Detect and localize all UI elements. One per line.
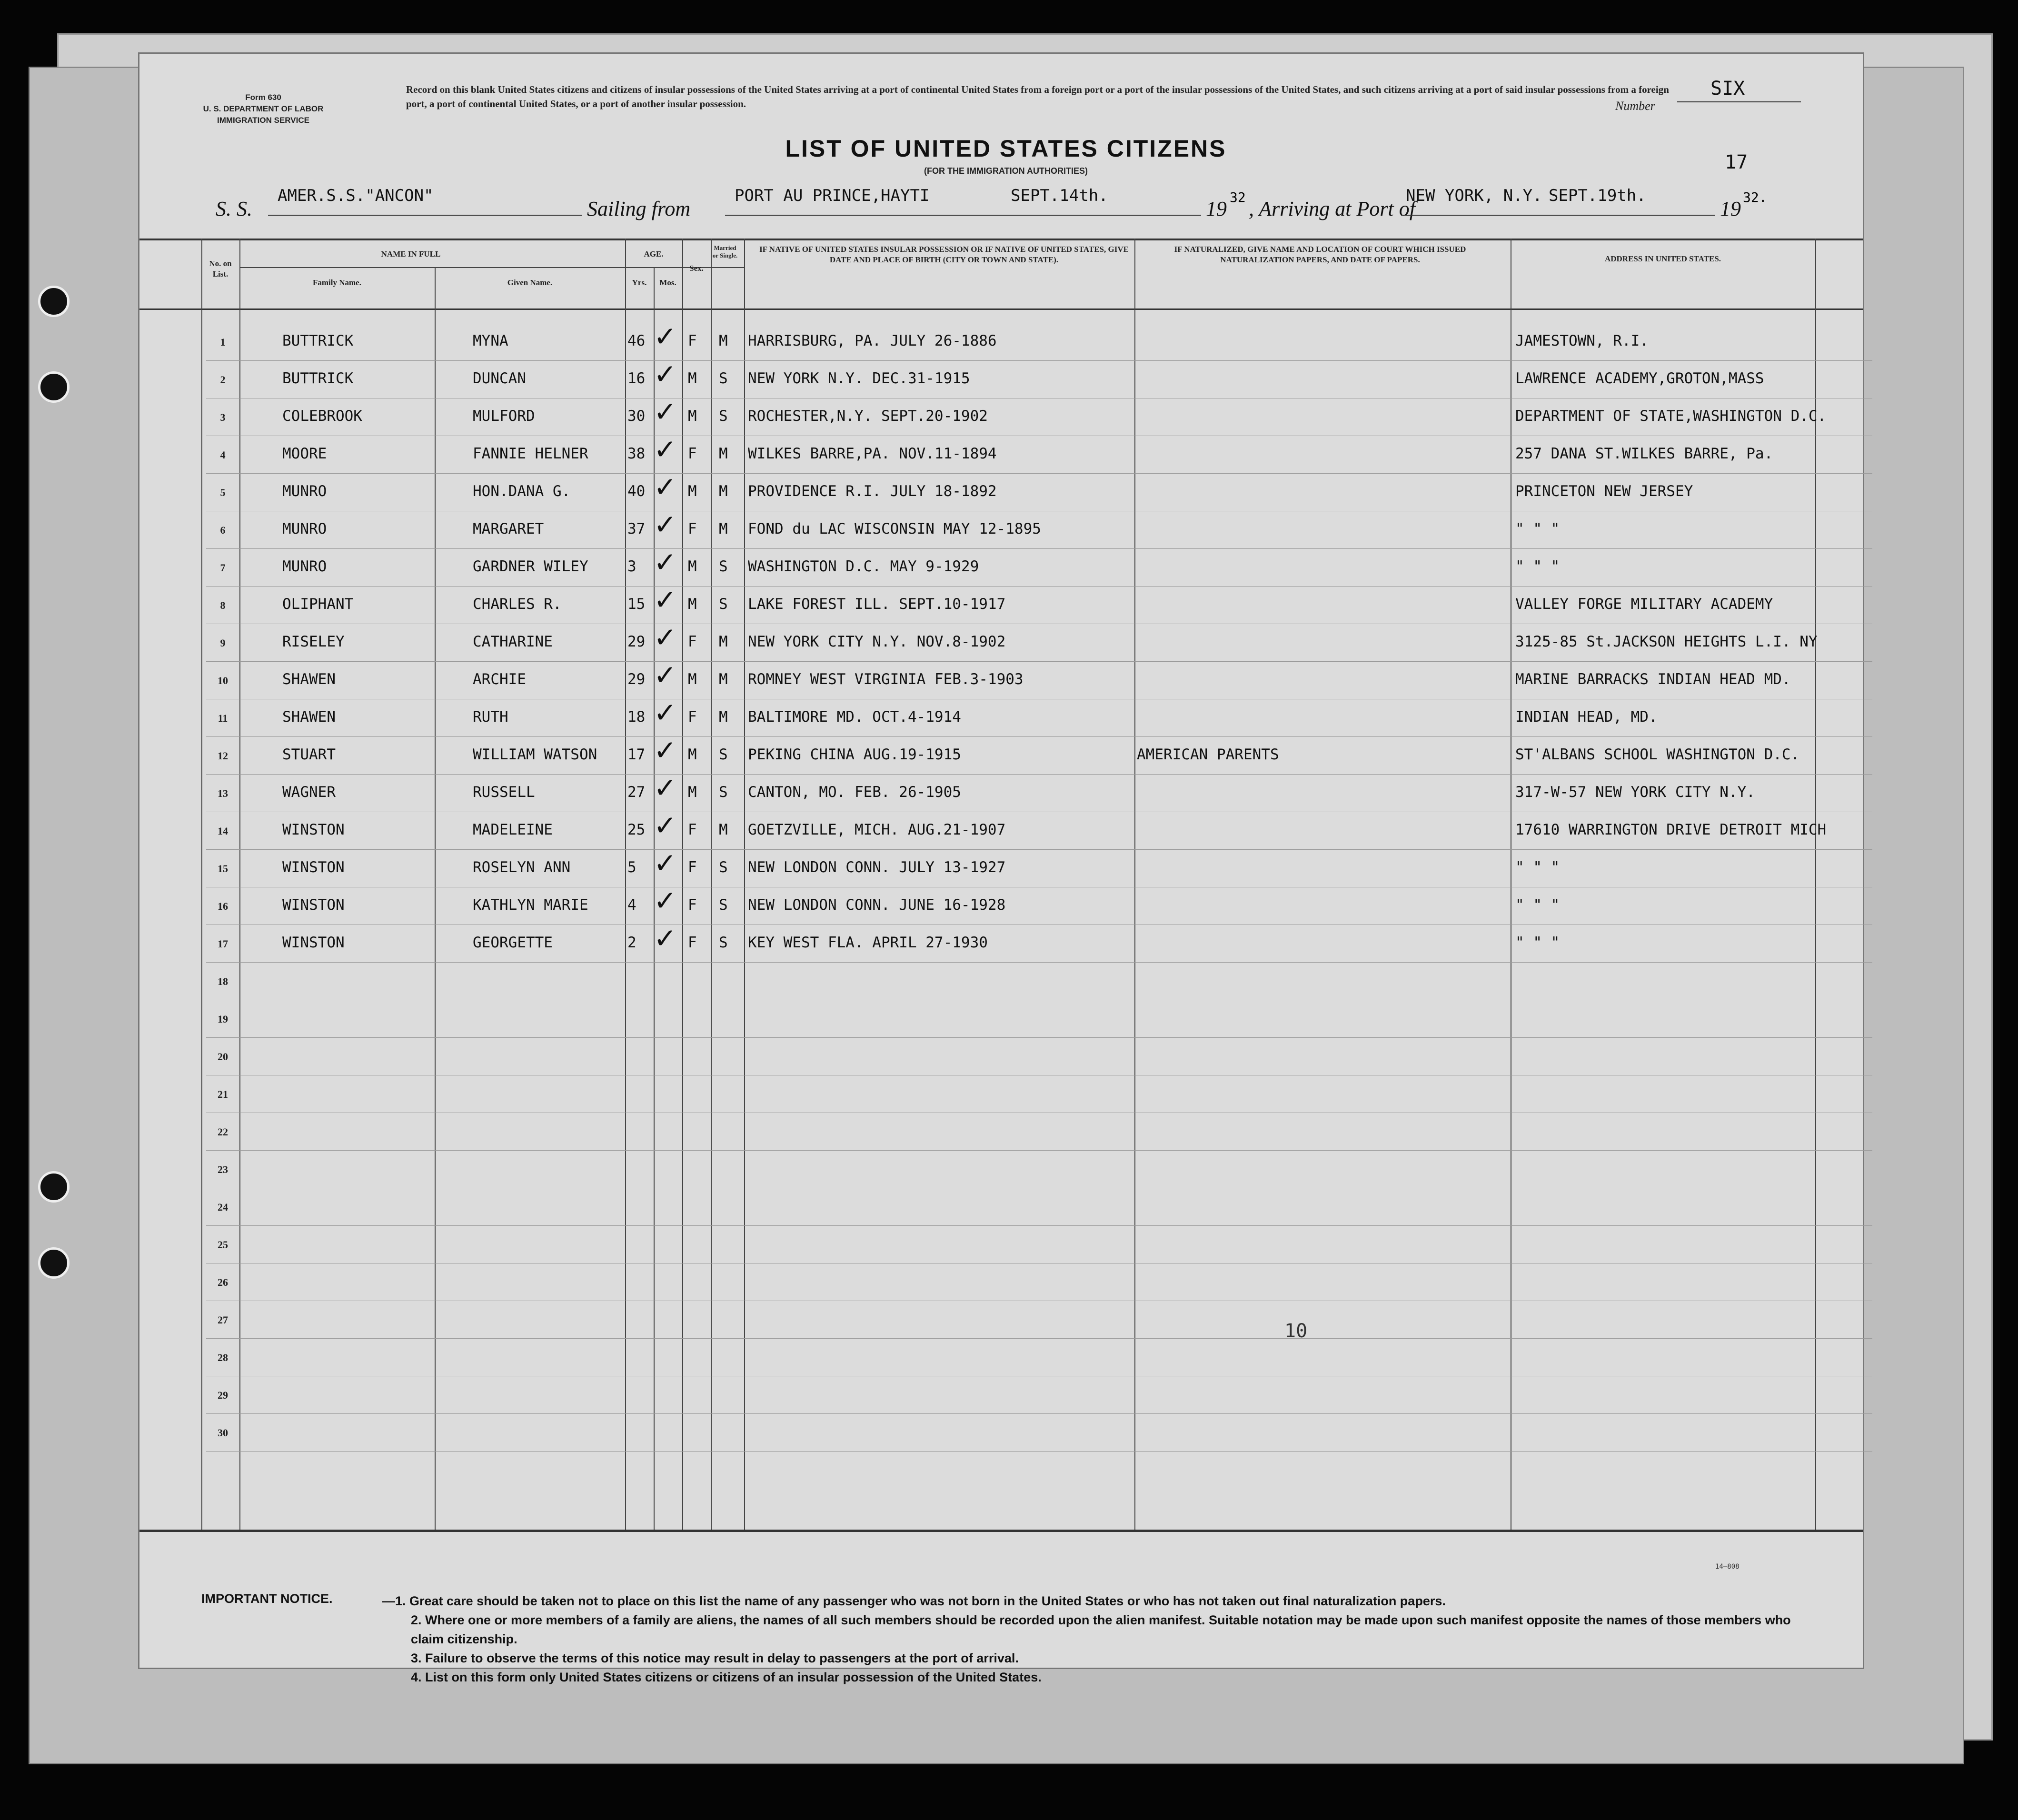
sex-cell: M xyxy=(688,746,697,763)
marital-cell: S xyxy=(719,558,728,575)
checkmark-icon: ✓ xyxy=(654,584,677,616)
sex-cell: F xyxy=(688,520,697,537)
age-cell: 15 xyxy=(627,596,646,613)
checkmark-icon: ✓ xyxy=(654,772,677,804)
given-name-cell: ROSELYN ANN xyxy=(473,859,571,876)
checkmark-icon: ✓ xyxy=(654,621,677,654)
notice-item: —1. Great care should be taken not to place on this list the name of any passenger who was not born in the United States or who has not taken out final naturalization papers. xyxy=(382,1594,1446,1608)
birthplace-cell: WASHINGTON D.C. MAY 9-1929 xyxy=(748,558,979,575)
notice-item: 2. Where one or more members of a family are aliens, the names of all such members should be recorded upon the alien manifest. Suitable notation may be made upon such manifest opposite the names of those members who claim citizenship. xyxy=(411,1613,1791,1646)
col-header-naturalized: IF NATURALIZED, GIVE NAME AND LOCATION OF COURT WHICH ISSUED NATURALIZATION PAPERS, AND DATE OF PAPERS. xyxy=(1174,245,1466,264)
col-header-address: ADDRESS IN UNITED STATES. xyxy=(1604,254,1721,263)
row-rule xyxy=(206,1150,1872,1151)
family-name-cell: WINSTON xyxy=(282,896,345,914)
col-header-yrs: Yrs. xyxy=(632,278,647,287)
year-prefix: 19 xyxy=(1206,197,1227,220)
checkmark-icon: ✓ xyxy=(654,659,677,691)
arrival-line xyxy=(1401,215,1715,216)
address-cell: 17610 WARRINGTON DRIVE DETROIT MICH xyxy=(1515,821,1827,838)
given-name-cell: MADELEINE xyxy=(473,821,553,838)
age-cell: 27 xyxy=(627,784,646,801)
col-divider xyxy=(711,239,712,1530)
col-header-mos: Mos. xyxy=(659,278,676,287)
sex-cell: F xyxy=(688,934,697,951)
given-name-cell: RUSSELL xyxy=(473,784,535,801)
family-name-cell: MUNRO xyxy=(282,558,327,575)
row-number: 21 xyxy=(218,1088,228,1100)
page-title: LIST OF UNITED STATES CITIZENS xyxy=(785,135,1227,162)
given-name-cell: MULFORD xyxy=(473,408,535,425)
sex-cell: M xyxy=(688,370,697,387)
checkmark-icon: ✓ xyxy=(654,922,677,955)
row-rule xyxy=(206,962,1872,963)
row-number: 26 xyxy=(218,1276,228,1288)
marital-cell: M xyxy=(719,633,728,650)
row-number: 7 xyxy=(220,562,226,574)
given-name-cell: ARCHIE xyxy=(473,671,526,688)
col-divider xyxy=(625,239,626,1530)
family-name-cell: COLEBROOK xyxy=(282,408,362,425)
age-cell: 16 xyxy=(627,370,646,387)
sex-cell: F xyxy=(688,332,697,349)
sex-cell: M xyxy=(688,558,697,575)
table-bottom-border xyxy=(139,1530,1863,1532)
family-name-cell: OLIPHANT xyxy=(282,596,354,613)
row-rule xyxy=(206,360,1872,361)
row-number: 19 xyxy=(218,1013,228,1025)
marital-cell: S xyxy=(719,859,728,876)
row-number: 4 xyxy=(220,449,226,461)
address-cell: " " " xyxy=(1515,558,1560,575)
checkmark-icon: ✓ xyxy=(654,358,677,390)
table-top-border xyxy=(139,239,1863,240)
sailing-date: SEPT.14th. xyxy=(1011,186,1108,205)
row-number: 22 xyxy=(218,1126,228,1138)
row-number: 17 xyxy=(218,938,228,950)
sex-cell: M xyxy=(688,671,697,688)
col-divider xyxy=(435,267,436,1530)
department-name: U. S. DEPARTMENT OF LABOR xyxy=(203,104,324,113)
row-number: 11 xyxy=(218,712,228,724)
address-cell: INDIAN HEAD, MD. xyxy=(1515,708,1658,726)
row-rule xyxy=(206,586,1872,587)
age-cell: 2 xyxy=(627,934,636,951)
punch-hole xyxy=(38,1171,70,1203)
birthplace-cell: NEW YORK CITY N.Y. NOV.8-1902 xyxy=(748,633,1006,650)
address-cell: PRINCETON NEW JERSEY xyxy=(1515,483,1693,500)
sex-cell: F xyxy=(688,821,697,838)
col-header-family: Family Name. xyxy=(313,278,361,287)
given-name-cell: MYNA xyxy=(473,332,508,349)
given-name-cell: MARGARET xyxy=(473,520,544,537)
marital-cell: S xyxy=(719,896,728,914)
row-number: 16 xyxy=(218,900,228,912)
family-name-cell: RISELEY xyxy=(282,633,345,650)
number-value: SIX xyxy=(1710,78,1745,99)
birthplace-cell: WILKES BARRE,PA. NOV.11-1894 xyxy=(748,445,997,462)
row-number: 27 xyxy=(218,1314,228,1326)
row-number: 29 xyxy=(218,1389,228,1401)
notice-title: IMPORTANT NOTICE. xyxy=(201,1591,333,1606)
given-name-cell: KATHLYN MARIE xyxy=(473,896,588,914)
row-number: 30 xyxy=(218,1427,228,1439)
sailing-label: Sailing from xyxy=(587,197,691,220)
sex-cell: F xyxy=(688,708,697,726)
family-name-cell: WINSTON xyxy=(282,859,345,876)
year-prefix-2: 19 xyxy=(1720,197,1741,220)
checkmark-icon: ✓ xyxy=(654,696,677,729)
sex-cell: F xyxy=(688,445,697,462)
age-cell: 18 xyxy=(627,708,646,726)
marital-cell: M xyxy=(719,708,728,726)
row-rule xyxy=(206,548,1872,549)
name-subheader-line xyxy=(239,267,744,268)
marital-cell: M xyxy=(719,483,728,500)
row-rule xyxy=(206,1338,1872,1339)
col-header-sex: Sex. xyxy=(689,264,704,273)
age-cell: 40 xyxy=(627,483,646,500)
given-name-cell: WILLIAM WATSON xyxy=(473,746,597,763)
col-header-married: Married or Single. xyxy=(712,244,738,259)
age-cell: 5 xyxy=(627,859,636,876)
notice-item: 4. List on this form only United States citizens or citizens of an insular possession of the United States. xyxy=(411,1670,1042,1684)
address-cell: LAWRENCE ACADEMY,GROTON,MASS xyxy=(1515,370,1764,387)
checkmark-icon: ✓ xyxy=(654,885,677,917)
sailing-year: 32 xyxy=(1230,189,1246,205)
col-header-no: No. on List. xyxy=(209,259,232,278)
checkmark-icon: ✓ xyxy=(654,508,677,541)
notice-item: 3. Failure to observe the terms of this notice may result in delay to passengers at the port of arrival. xyxy=(411,1651,1019,1665)
marital-cell: M xyxy=(719,332,728,349)
row-rule xyxy=(206,849,1872,850)
row-number: 18 xyxy=(218,975,228,987)
given-name-cell: GARDNER WILEY xyxy=(473,558,588,575)
arrival-year: 32. xyxy=(1743,189,1767,205)
col-header-given: Given Name. xyxy=(507,278,553,287)
row-number: 23 xyxy=(218,1164,228,1175)
age-cell: 17 xyxy=(627,746,646,763)
checkmark-icon: ✓ xyxy=(654,847,677,879)
row-number: 15 xyxy=(218,863,228,875)
marital-cell: S xyxy=(719,934,728,951)
col-header-birth: IF NATIVE OF UNITED STATES INSULAR POSSESSION OR IF NATIVE OF UNITED STATES, GIVE DATE AND PLACE OF BIRTH (CITY OR TOWN AND STATE). xyxy=(759,245,1129,264)
page-subtitle: (FOR THE IMMIGRATION AUTHORITIES) xyxy=(924,166,1088,176)
given-name-cell: GEORGETTE xyxy=(473,934,553,951)
sex-cell: M xyxy=(688,784,697,801)
checkmark-icon: ✓ xyxy=(654,396,677,428)
ship-name: AMER.S.S."ANCON" xyxy=(278,186,434,205)
family-name-cell: WINSTON xyxy=(282,821,345,838)
marital-cell: S xyxy=(719,596,728,613)
address-cell: 3125-85 St.JACKSON HEIGHTS L.I. NY xyxy=(1515,633,1818,650)
col-header-age: AGE. xyxy=(644,249,664,259)
given-name-cell: CATHARINE xyxy=(473,633,553,650)
number-label: Number xyxy=(1615,99,1655,113)
notice-list xyxy=(382,1591,1810,1687)
ss-label: S. S. xyxy=(216,197,252,220)
arrival-date: SEPT.19th. xyxy=(1549,186,1646,205)
sex-cell: M xyxy=(688,596,697,613)
naturalization-cell: AMERICAN PARENTS xyxy=(1137,746,1279,763)
birthplace-cell: LAKE FOREST ILL. SEPT.10-1917 xyxy=(748,596,1006,613)
address-cell: " " " xyxy=(1515,896,1560,914)
form-code: 14—808 xyxy=(1715,1563,1740,1571)
row-number: 3 xyxy=(220,411,226,423)
row-number: 12 xyxy=(218,750,228,762)
sex-cell: F xyxy=(688,859,697,876)
birthplace-cell: FOND du LAC WISCONSIN MAY 12-1895 xyxy=(748,520,1041,537)
family-name-cell: STUART xyxy=(282,746,336,763)
birthplace-cell: GOETZVILLE, MICH. AUG.21-1907 xyxy=(748,821,1006,838)
age-cell: 37 xyxy=(627,520,646,537)
sailing-port: PORT AU PRINCE,HAYTI xyxy=(735,186,930,205)
marital-cell: S xyxy=(719,370,728,387)
family-name-cell: BUTTRICK xyxy=(282,332,354,349)
row-number: 6 xyxy=(220,524,226,536)
family-name-cell: BUTTRICK xyxy=(282,370,354,387)
number-line xyxy=(1677,101,1801,102)
family-name-cell: WAGNER xyxy=(282,784,336,801)
punch-hole xyxy=(38,286,70,317)
marital-cell: S xyxy=(719,408,728,425)
address-cell: VALLEY FORGE MILITARY ACADEMY xyxy=(1515,596,1773,613)
row-rule xyxy=(206,473,1872,474)
age-cell: 38 xyxy=(627,445,646,462)
family-name-cell: WINSTON xyxy=(282,934,345,951)
sheet-number: 17 xyxy=(1725,151,1748,173)
row-number: 25 xyxy=(218,1239,228,1251)
row-number: 9 xyxy=(220,637,226,649)
address-cell: MARINE BARRACKS INDIAN HEAD MD. xyxy=(1515,671,1791,688)
address-cell: " " " xyxy=(1515,934,1560,951)
address-cell: ST'ALBANS SCHOOL WASHINGTON D.C. xyxy=(1515,746,1800,763)
checkmark-icon: ✓ xyxy=(654,809,677,842)
family-name-cell: MOORE xyxy=(282,445,327,462)
family-name-cell: SHAWEN xyxy=(282,671,336,688)
row-rule xyxy=(206,1451,1872,1452)
col-header-name: NAME IN FULL xyxy=(381,249,441,259)
col-divider xyxy=(1815,239,1816,1530)
record-instructions: Record on this blank United States citizens and citizens of insular possessions of the United States arriving at a port of continental United States from a foreign port or a port of the insular possessions of the United States, and such citizens arriving at a port of said insular possessions from a foreign port, a port of continental United States, or a port of another insular possession. xyxy=(406,84,1669,109)
sex-cell: M xyxy=(688,408,697,425)
row-number: 24 xyxy=(218,1201,228,1213)
header-bottom-line xyxy=(139,308,1863,310)
sex-cell: F xyxy=(688,633,697,650)
birthplace-cell: PROVIDENCE R.I. JULY 18-1892 xyxy=(748,483,997,500)
marital-cell: M xyxy=(719,821,728,838)
row-rule xyxy=(206,661,1872,662)
age-cell: 30 xyxy=(627,408,646,425)
family-name-cell: SHAWEN xyxy=(282,708,336,726)
checkmark-icon: ✓ xyxy=(654,546,677,578)
pencil-number: 10 xyxy=(1284,1320,1308,1342)
row-number: 8 xyxy=(220,599,226,611)
given-name-cell: HON.DANA G. xyxy=(473,483,571,500)
checkmark-icon: ✓ xyxy=(654,433,677,466)
col-divider xyxy=(744,239,745,1530)
punch-hole xyxy=(38,371,70,403)
address-cell: " " " xyxy=(1515,859,1560,876)
marital-cell: S xyxy=(719,784,728,801)
row-number: 2 xyxy=(220,374,226,386)
service-name: IMMIGRATION SERVICE xyxy=(217,116,309,125)
age-cell: 29 xyxy=(627,671,646,688)
birthplace-cell: NEW LONDON CONN. JULY 13-1927 xyxy=(748,859,1006,876)
birthplace-cell: ROCHESTER,N.Y. SEPT.20-1902 xyxy=(748,408,988,425)
address-cell: 257 DANA ST.WILKES BARRE, Pa. xyxy=(1515,445,1773,462)
arriving-label: , Arriving at Port of xyxy=(1249,197,1415,220)
age-cell: 25 xyxy=(627,821,646,838)
col-divider xyxy=(201,239,202,1530)
checkmark-icon: ✓ xyxy=(654,471,677,503)
row-number: 10 xyxy=(218,675,228,686)
birthplace-cell: CANTON, MO. FEB. 26-1905 xyxy=(748,784,961,801)
marital-cell: S xyxy=(719,746,728,763)
row-number: 5 xyxy=(220,487,226,498)
given-name-cell: RUTH xyxy=(473,708,508,726)
form-number: Form 630 xyxy=(245,93,281,102)
family-name-cell: MUNRO xyxy=(282,520,327,537)
family-name-cell: MUNRO xyxy=(282,483,327,500)
checkmark-icon: ✓ xyxy=(654,320,677,353)
sex-cell: F xyxy=(688,896,697,914)
ship-line xyxy=(268,215,582,216)
address-cell: JAMESTOWN, R.I. xyxy=(1515,332,1649,349)
row-rule xyxy=(206,736,1872,737)
birthplace-cell: NEW LONDON CONN. JUNE 16-1928 xyxy=(748,896,1006,914)
manifest-sheet xyxy=(138,52,1864,1684)
checkmark-icon: ✓ xyxy=(654,734,677,766)
age-cell: 29 xyxy=(627,633,646,650)
address-cell: " " " xyxy=(1515,520,1560,537)
row-rule xyxy=(206,774,1872,775)
age-cell: 3 xyxy=(627,558,636,575)
row-rule xyxy=(206,1413,1872,1414)
col-divider xyxy=(1134,239,1135,1530)
birthplace-cell: BALTIMORE MD. OCT.4-1914 xyxy=(748,708,961,726)
birthplace-cell: KEY WEST FLA. APRIL 27-1930 xyxy=(748,934,988,951)
marital-cell: M xyxy=(719,520,728,537)
arrival-port: NEW YORK, N.Y. xyxy=(1406,186,1542,205)
age-cell: 46 xyxy=(627,332,646,349)
age-cell: 4 xyxy=(627,896,636,914)
form-id xyxy=(178,92,349,126)
row-number: 14 xyxy=(218,825,228,837)
birthplace-cell: ROMNEY WEST VIRGINIA FEB.3-1903 xyxy=(748,671,1024,688)
row-rule xyxy=(206,1225,1872,1226)
birthplace-cell: NEW YORK N.Y. DEC.31-1915 xyxy=(748,370,970,387)
given-name-cell: CHARLES R. xyxy=(473,596,562,613)
punch-hole xyxy=(38,1247,70,1279)
row-rule xyxy=(206,1037,1872,1038)
col-divider xyxy=(682,239,683,1530)
row-number: 20 xyxy=(218,1051,228,1063)
row-number: 13 xyxy=(218,787,228,799)
marital-cell: M xyxy=(719,671,728,688)
given-name-cell: FANNIE HELNER xyxy=(473,445,588,462)
birthplace-cell: PEKING CHINA AUG.19-1915 xyxy=(748,746,961,763)
sex-cell: M xyxy=(688,483,697,500)
marital-cell: M xyxy=(719,445,728,462)
row-number: 1 xyxy=(220,336,226,348)
col-divider xyxy=(239,239,240,1530)
birthplace-cell: HARRISBURG, PA. JULY 26-1886 xyxy=(748,332,997,349)
sailing-line xyxy=(725,215,1201,216)
address-cell: 317-W-57 NEW YORK CITY N.Y. xyxy=(1515,784,1755,801)
address-cell: DEPARTMENT OF STATE,WASHINGTON D.C. xyxy=(1515,408,1827,425)
given-name-cell: DUNCAN xyxy=(473,370,526,387)
row-number: 28 xyxy=(218,1352,228,1363)
